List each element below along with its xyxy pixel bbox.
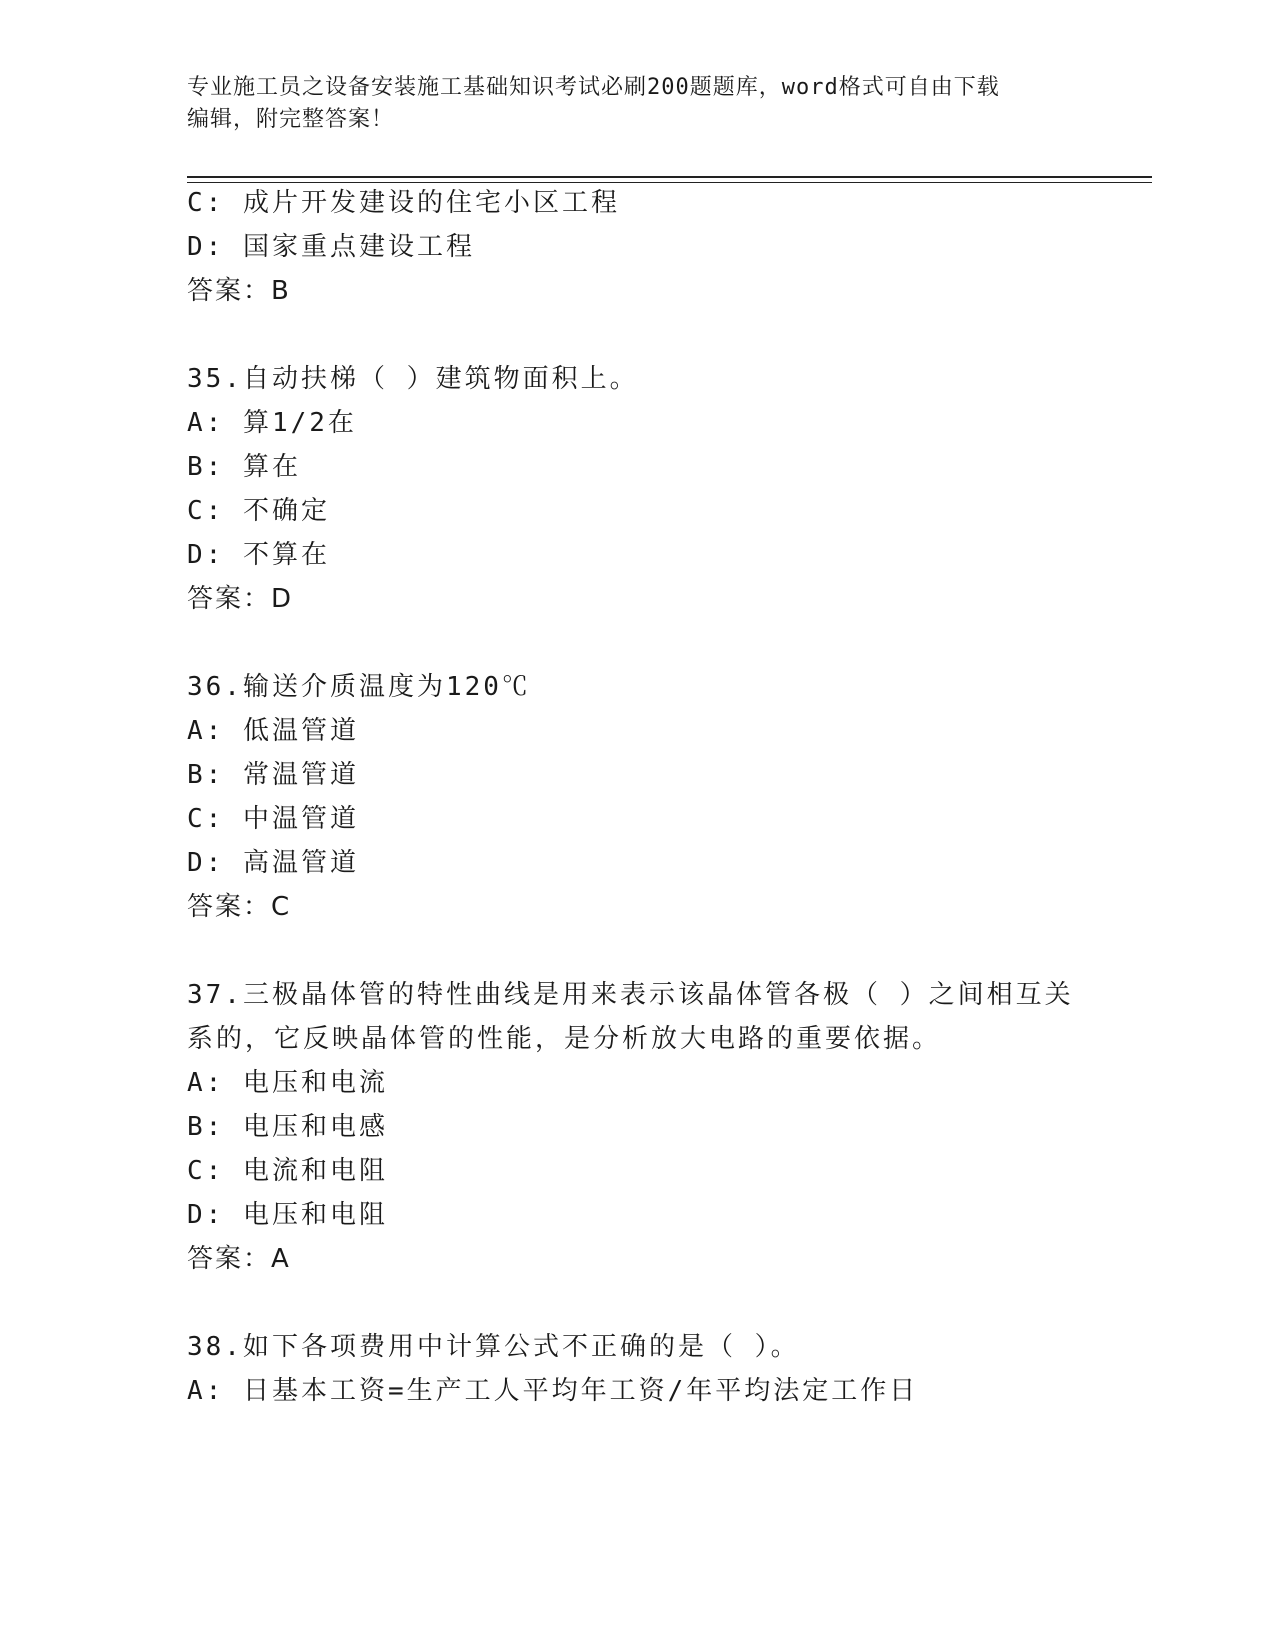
- header-divider-thick: [187, 176, 1152, 178]
- option-b: B: 常温管道: [187, 760, 359, 790]
- question-36: 36.输送介质温度为120℃: [187, 672, 531, 702]
- option-a: A: 日基本工资=生产工人平均年工资/年平均法定工作日: [187, 1376, 919, 1406]
- option-a: A: 电压和电流: [187, 1068, 388, 1098]
- option-c: C: 成片开发建设的住宅小区工程: [187, 188, 620, 218]
- answer-line: 答案：D: [187, 584, 294, 614]
- question-35: 35.自动扶梯（ ）建筑物面积上。: [187, 364, 639, 394]
- option-c: C: 电流和电阻: [187, 1156, 388, 1186]
- option-c: C: 中温管道: [187, 804, 359, 834]
- option-c: C: 不确定: [187, 496, 330, 526]
- question-37-line-2: 系的，它反映晶体管的性能，是分析放大电路的重要依据。: [187, 1024, 942, 1054]
- document-header: [187, 72, 1087, 136]
- option-a: A: 算1/2在: [187, 408, 357, 438]
- header-title-line-1: 专业施工员之设备安装施工基础知识考试必刷200题题库，word格式可自由下载: [187, 75, 1000, 100]
- option-d: D: 电压和电阻: [187, 1200, 388, 1230]
- answer-line: 答案：B: [187, 276, 291, 306]
- question-38: 38.如下各项费用中计算公式不正确的是（ ）。: [187, 1332, 800, 1362]
- header-divider-thin: [187, 182, 1152, 183]
- answer-line: 答案：A: [187, 1244, 291, 1274]
- option-a: A: 低温管道: [187, 716, 359, 746]
- answer-line: 答案：C: [187, 892, 292, 922]
- option-d: D: 不算在: [187, 540, 330, 570]
- question-37-line-1: 37.三极晶体管的特性曲线是用来表示该晶体管各极（ ）之间相互关: [187, 980, 1074, 1010]
- option-d: D: 高温管道: [187, 848, 359, 878]
- header-title-line-2: 编辑，附完整答案！: [187, 107, 395, 132]
- option-d: D: 国家重点建设工程: [187, 232, 475, 262]
- option-b: B: 算在: [187, 452, 301, 482]
- option-b: B: 电压和电感: [187, 1112, 388, 1142]
